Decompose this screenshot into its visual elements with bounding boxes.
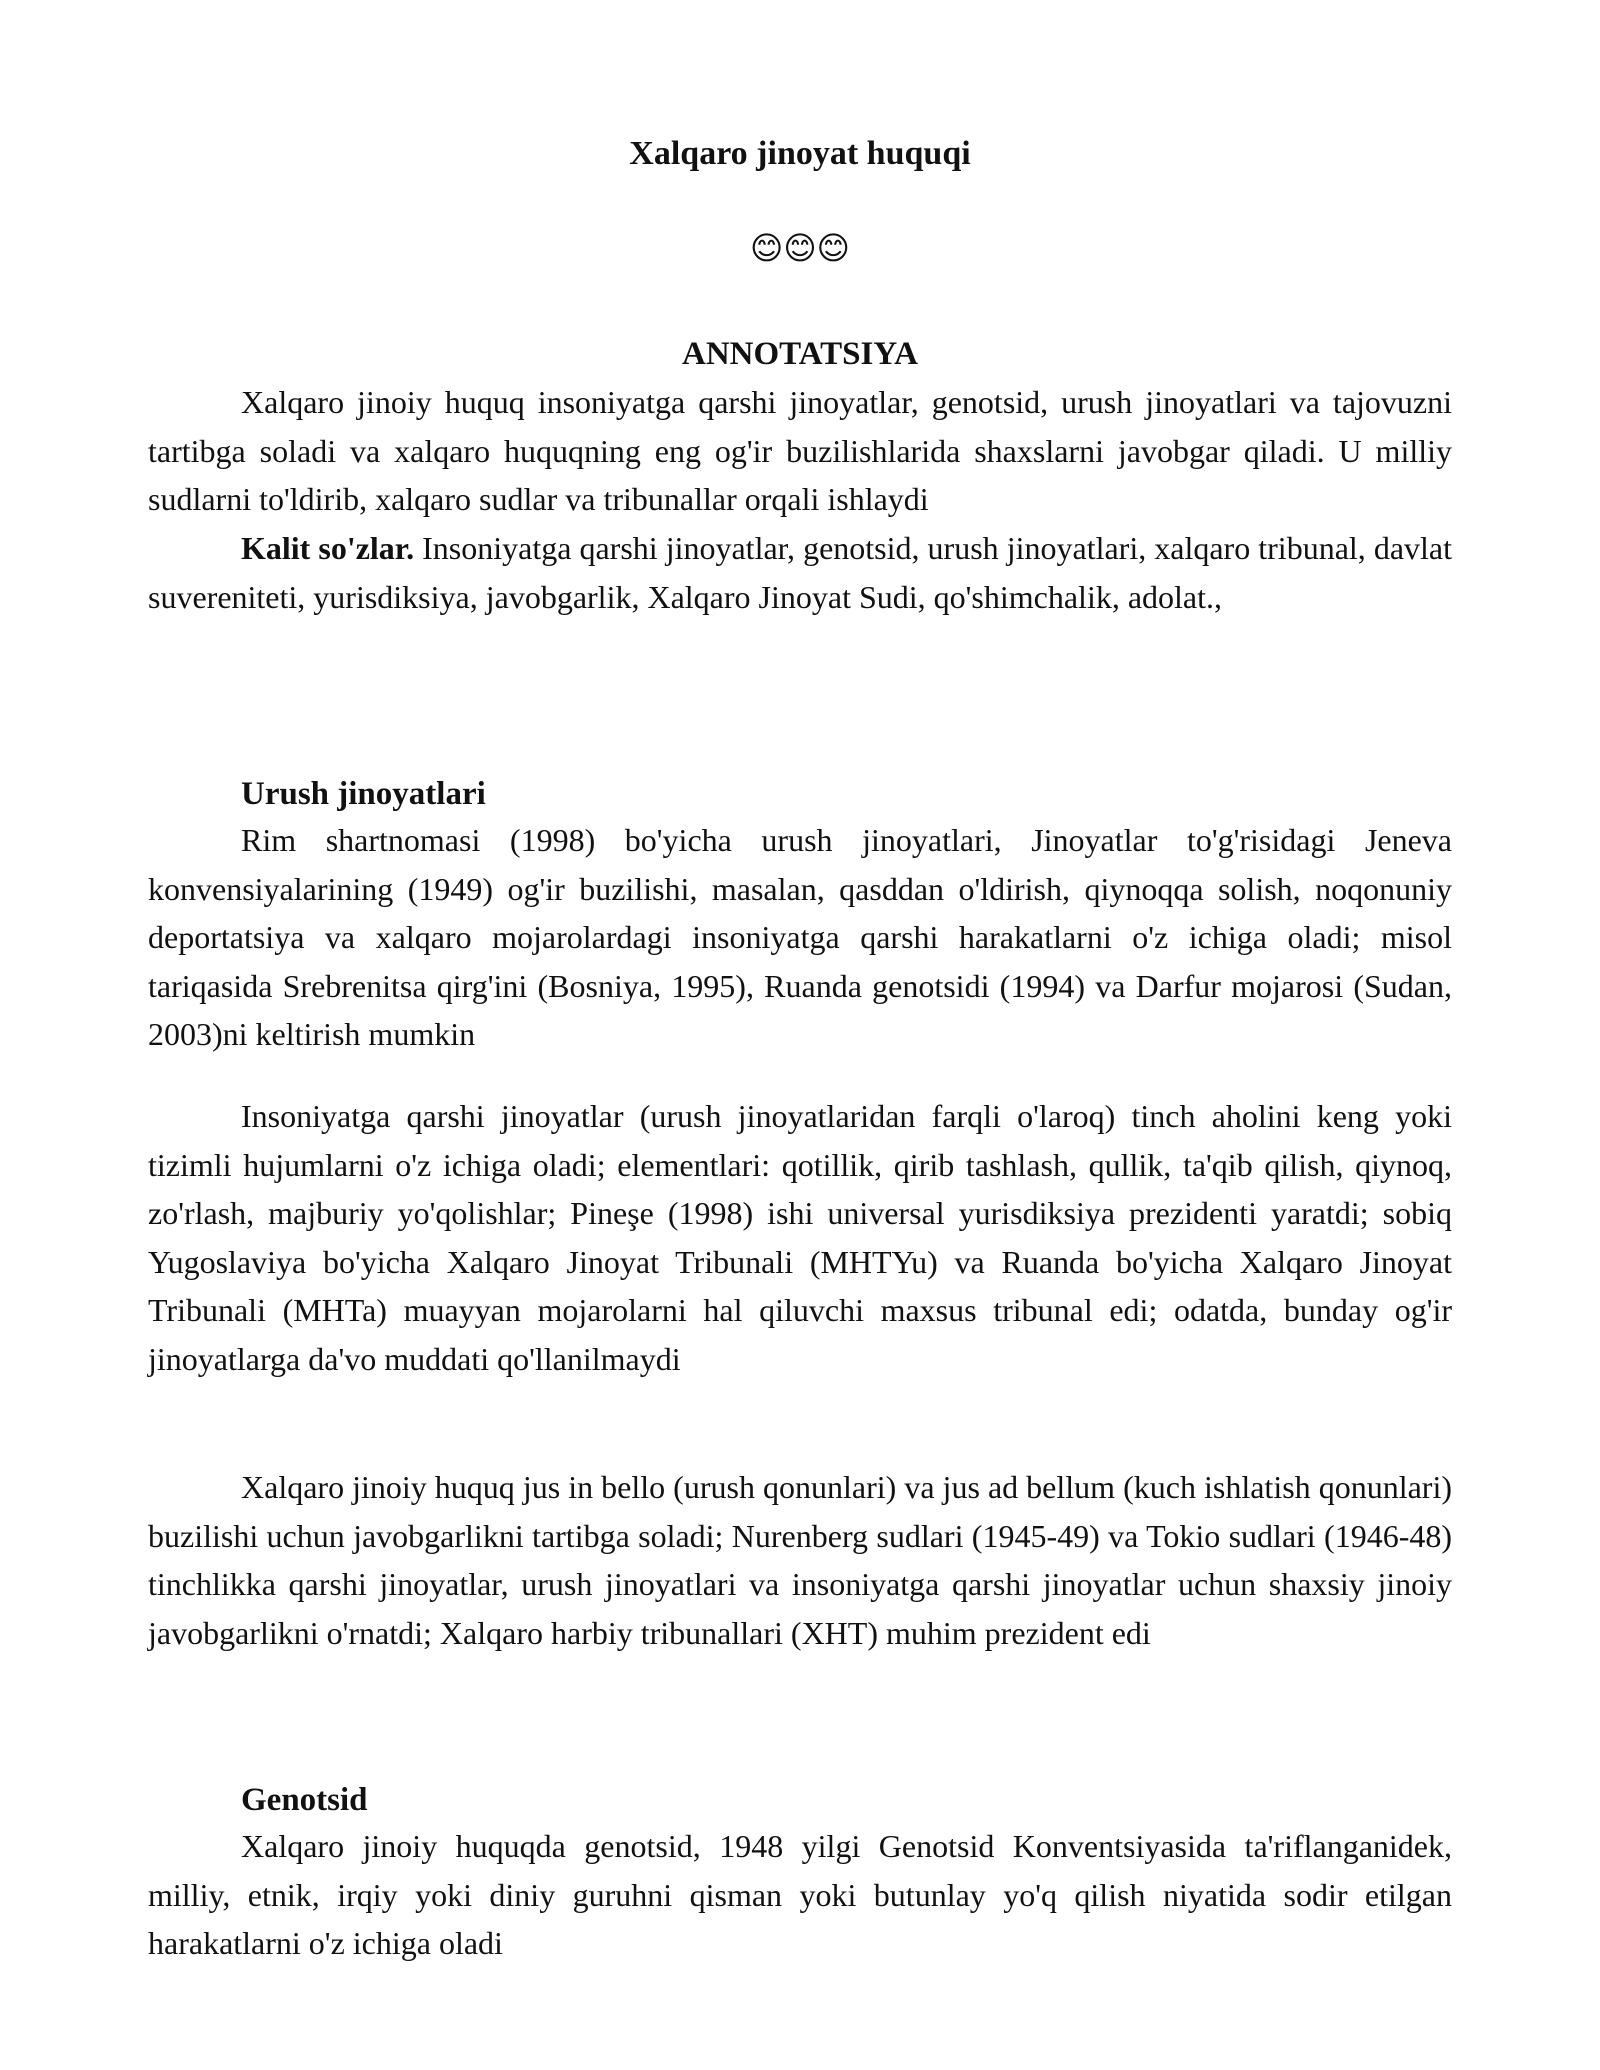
war-crimes-paragraph-2: Insoniyatga qarshi jinoyatlar (urush jinoyatlaridan farqli o'laroq) tinch aholini keng yoki tizimli hujumlarni o'z ichiga oladi; elementlari: qotillik, qirib tashlash, qullik, ta'qib qilish, qiynoq, zo'rlash, majburiy yo'qolishlar; Pineşe (1998) ishi universal yurisdiksiya prezidenti yaratdi; sobiq Yugoslaviya bo'yicha Xalqaro Jinoyat Tribunali (MHTYu) va Ruanda bo'yicha Xalqaro Jinoyat Tribunali (MHTa) muayyan mojarolarni hal qiluvchi maxsus tribunal edi; odatda, bunday og'ir jinoyatlarga da'vo muddati qo'llanilmaydi (148, 1098, 1452, 1377)
annotation-paragraph: Xalqaro jinoiy huquq insoniyatga qarshi jinoyatlar, genotsid, urush jinoyatlari va tajovuzni tartibga soladi va xalqaro huquqning eng og'ir buzilishlarida shaxslarni javobgar qiladi. U milliy sudlarni to'ldirib, xalqaro sudlar va tribunallar orqali ishlaydi (148, 384, 1452, 517)
keywords-text: Insoniyatga qarshi jinoyatlar, genotsid, urush jinoyatlari, xalqaro tribunal, davlat suvereniteti, yurisdiksiya, javobgarlik, Xalqaro Jinoyat Sudi, qo'shimchalik, adolat., (148, 530, 1453, 615)
war-crimes-paragraph-3: Xalqaro jinoiy huquq jus in bello (urush qonunlari) va jus ad bellum (kuch ishlatish qonunlari) buzilishi uchun javobgarlikni tartibga soladi; Nurenberg sudlari (1945-49) va Tokio sudlari (1946-48) tinchlikka qarshi jinoyatlar, urush jinoyatlari va insoniyatga qarshi jinoyatlar uchun shaxsiy jinoiy javobgarlikni o'rnatdi; Xalqaro harbiy tribunallari (XHT) muhim prezident edi (148, 1469, 1452, 1651)
annotation-heading: ANNOTATSIYA (682, 336, 918, 372)
genocide-paragraph-1: Xalqaro jinoiy huquqda genotsid, 1948 yilgi Genotsid Konventsiyasida ta'riflanganidek, milliy, etnik, irqiy yoki diniy guruhni qisman yoki butunlay yo'q qilish niyatida sodir etilgan harakatlarni o'z ichiga oladi (148, 1828, 1452, 1961)
keywords-paragraph (148, 524, 1452, 621)
keywords-label: Kalit so'zlar. (241, 530, 415, 566)
war-crimes-paragraph-1: Rim shartnomasi (1998) bo'yicha urush jinoyatlari, Jinoyatlar to'g'risidagi Jeneva konvensiyalarining (1949) og'ir buzilishi, masalan, qasddan o'ldirish, qiynoqqa solish, noqonuniy deportatsiya va xalqaro mojarolardagi insoniyatga qarshi harakatlarni o'z ichiga oladi; misol tariqasida Srebrenitsa qirg'ini (Bosniya, 1995), Ruanda genotsidi (1994) va Darfur mojarosi (Sudan, 2003)ni keltirish mumkin (148, 822, 1452, 1052)
section-heading-genocide: Genotsid (241, 1782, 368, 1818)
section-heading-war-crimes: Urush jinoyatlari (241, 776, 486, 812)
smiley-emoji-row: 😊😊😊 (749, 229, 851, 267)
document-title: Xalqaro jinoyat huquqi (629, 135, 971, 172)
